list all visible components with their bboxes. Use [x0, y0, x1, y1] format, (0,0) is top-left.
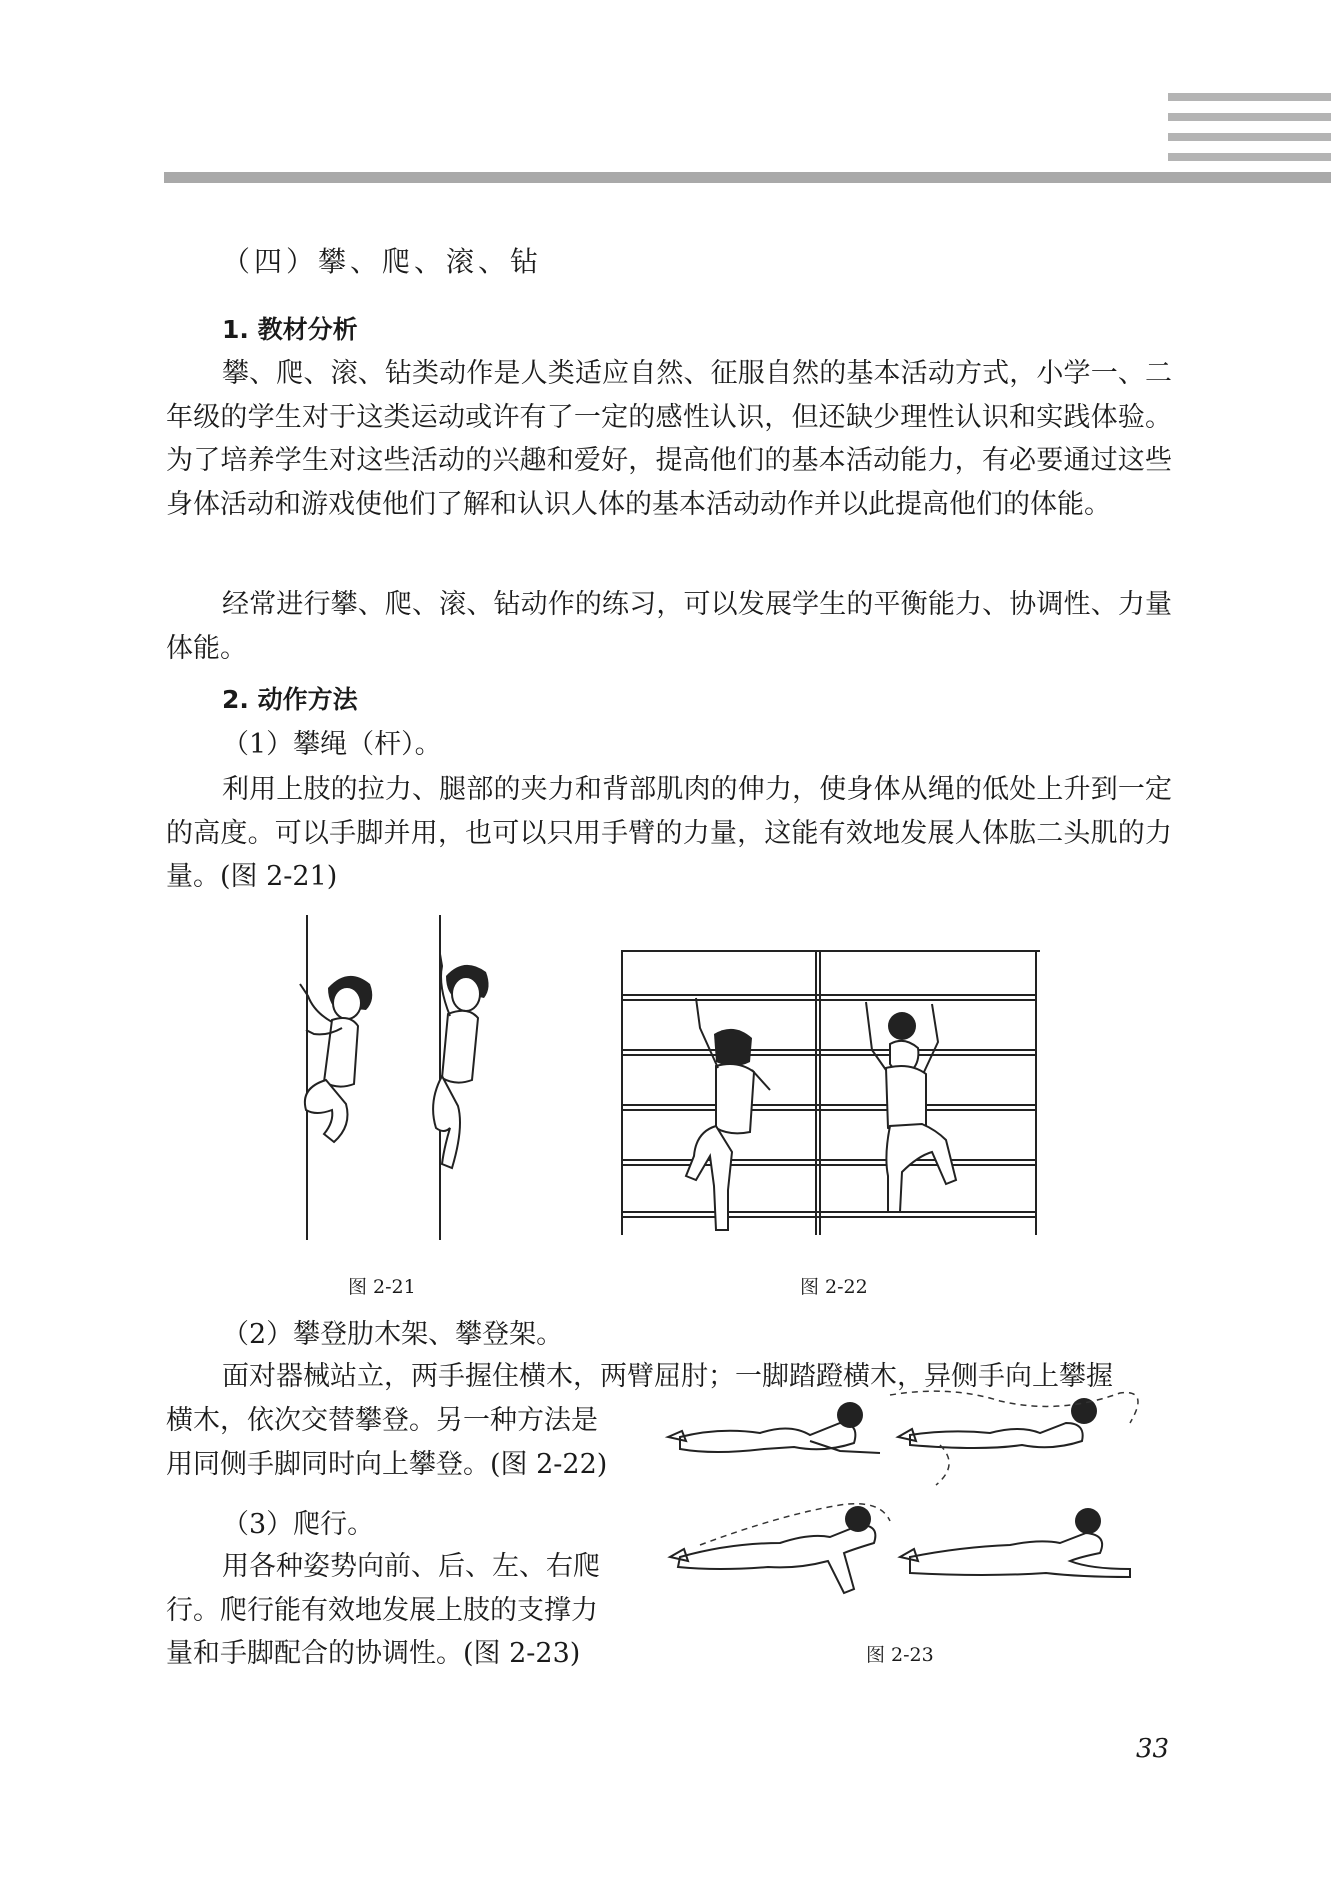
rope-paragraph — [166, 768, 1172, 899]
crawl-paragraph — [166, 1545, 636, 1676]
item-rope-title: （1）攀绳（杆）。 — [222, 729, 442, 760]
benefit-paragraph — [166, 583, 1172, 670]
crawl-text-line1: 用各种姿势向前、后、左、右爬 — [222, 1551, 600, 1582]
analysis-text: 攀、爬、滚、钻类动作是人类适应自然、征服自然的基本活动方式，小学一、二年级的学生对于这类运动或许有了一定的感性认识，但还缺少理性认识和实践体验。为了培养学生对这些活动的兴趣和爱好，提高他们的基本活动能力，有必要通过这些身体活动和游戏使他们了解和认识人体的基本活动动作并以此提高他们的体能。 — [166, 358, 1172, 520]
analysis-paragraph — [166, 352, 1172, 526]
header-stripe — [1168, 113, 1331, 121]
crawl-text-line3: 量和手脚配合的协调性。(图 2-23) — [166, 1638, 581, 1669]
figure-rope-climbing — [270, 910, 510, 1245]
crawl-text-line2: 行。爬行能有效地发展上肢的支撑力 — [166, 1594, 598, 1626]
subheading-analysis: 1. 教材分析 — [222, 315, 358, 344]
header-stripe — [1168, 153, 1331, 161]
item-crawl-title: （3）爬行。 — [222, 1509, 375, 1540]
header-bar — [164, 172, 1331, 183]
figure-crawling — [660, 1385, 1160, 1610]
wallbars-paragraph-cont — [166, 1399, 636, 1486]
wallbars-text-line2: 横木，依次交替攀登。另一种方法是 — [166, 1405, 598, 1436]
benefit-text: 经常进行攀、爬、滚、钻动作的练习，可以发展学生的平衡能力、协调性、力量体能。 — [166, 589, 1172, 664]
figure-2-22-caption: 图 2-22 — [800, 1276, 868, 1298]
rope-text: 利用上肢的拉力、腿部的夹力和背部肌肉的伸力，使身体从绳的低处上升到一定的高度。可以手脚并用，也可以只用手臂的力量，这能有效地发展人体肱二头肌的力量。(图 2-21) — [166, 774, 1172, 892]
figure-wall-bars — [620, 950, 1040, 1240]
section-title: （四）攀、爬、滚、钻 — [222, 245, 543, 278]
item-wallbars-title: （2）攀登肋木架、攀登架。 — [222, 1319, 564, 1350]
page-number: 33 — [1136, 1734, 1170, 1764]
subheading-methods: 2. 动作方法 — [222, 685, 358, 714]
header-stripe — [1168, 93, 1331, 101]
header-stripe — [1168, 133, 1331, 141]
wallbars-text-line3: 用同侧手脚同时向上攀登。(图 2-22) — [166, 1448, 608, 1480]
figure-2-23-caption: 图 2-23 — [866, 1644, 934, 1666]
wallbars-text-line1: 面对器械站立，两手握住横木，两臂屈肘；一脚踏蹬横木，异侧手向上攀握 — [222, 1361, 1113, 1392]
figure-2-21-caption: 图 2-21 — [348, 1276, 416, 1298]
